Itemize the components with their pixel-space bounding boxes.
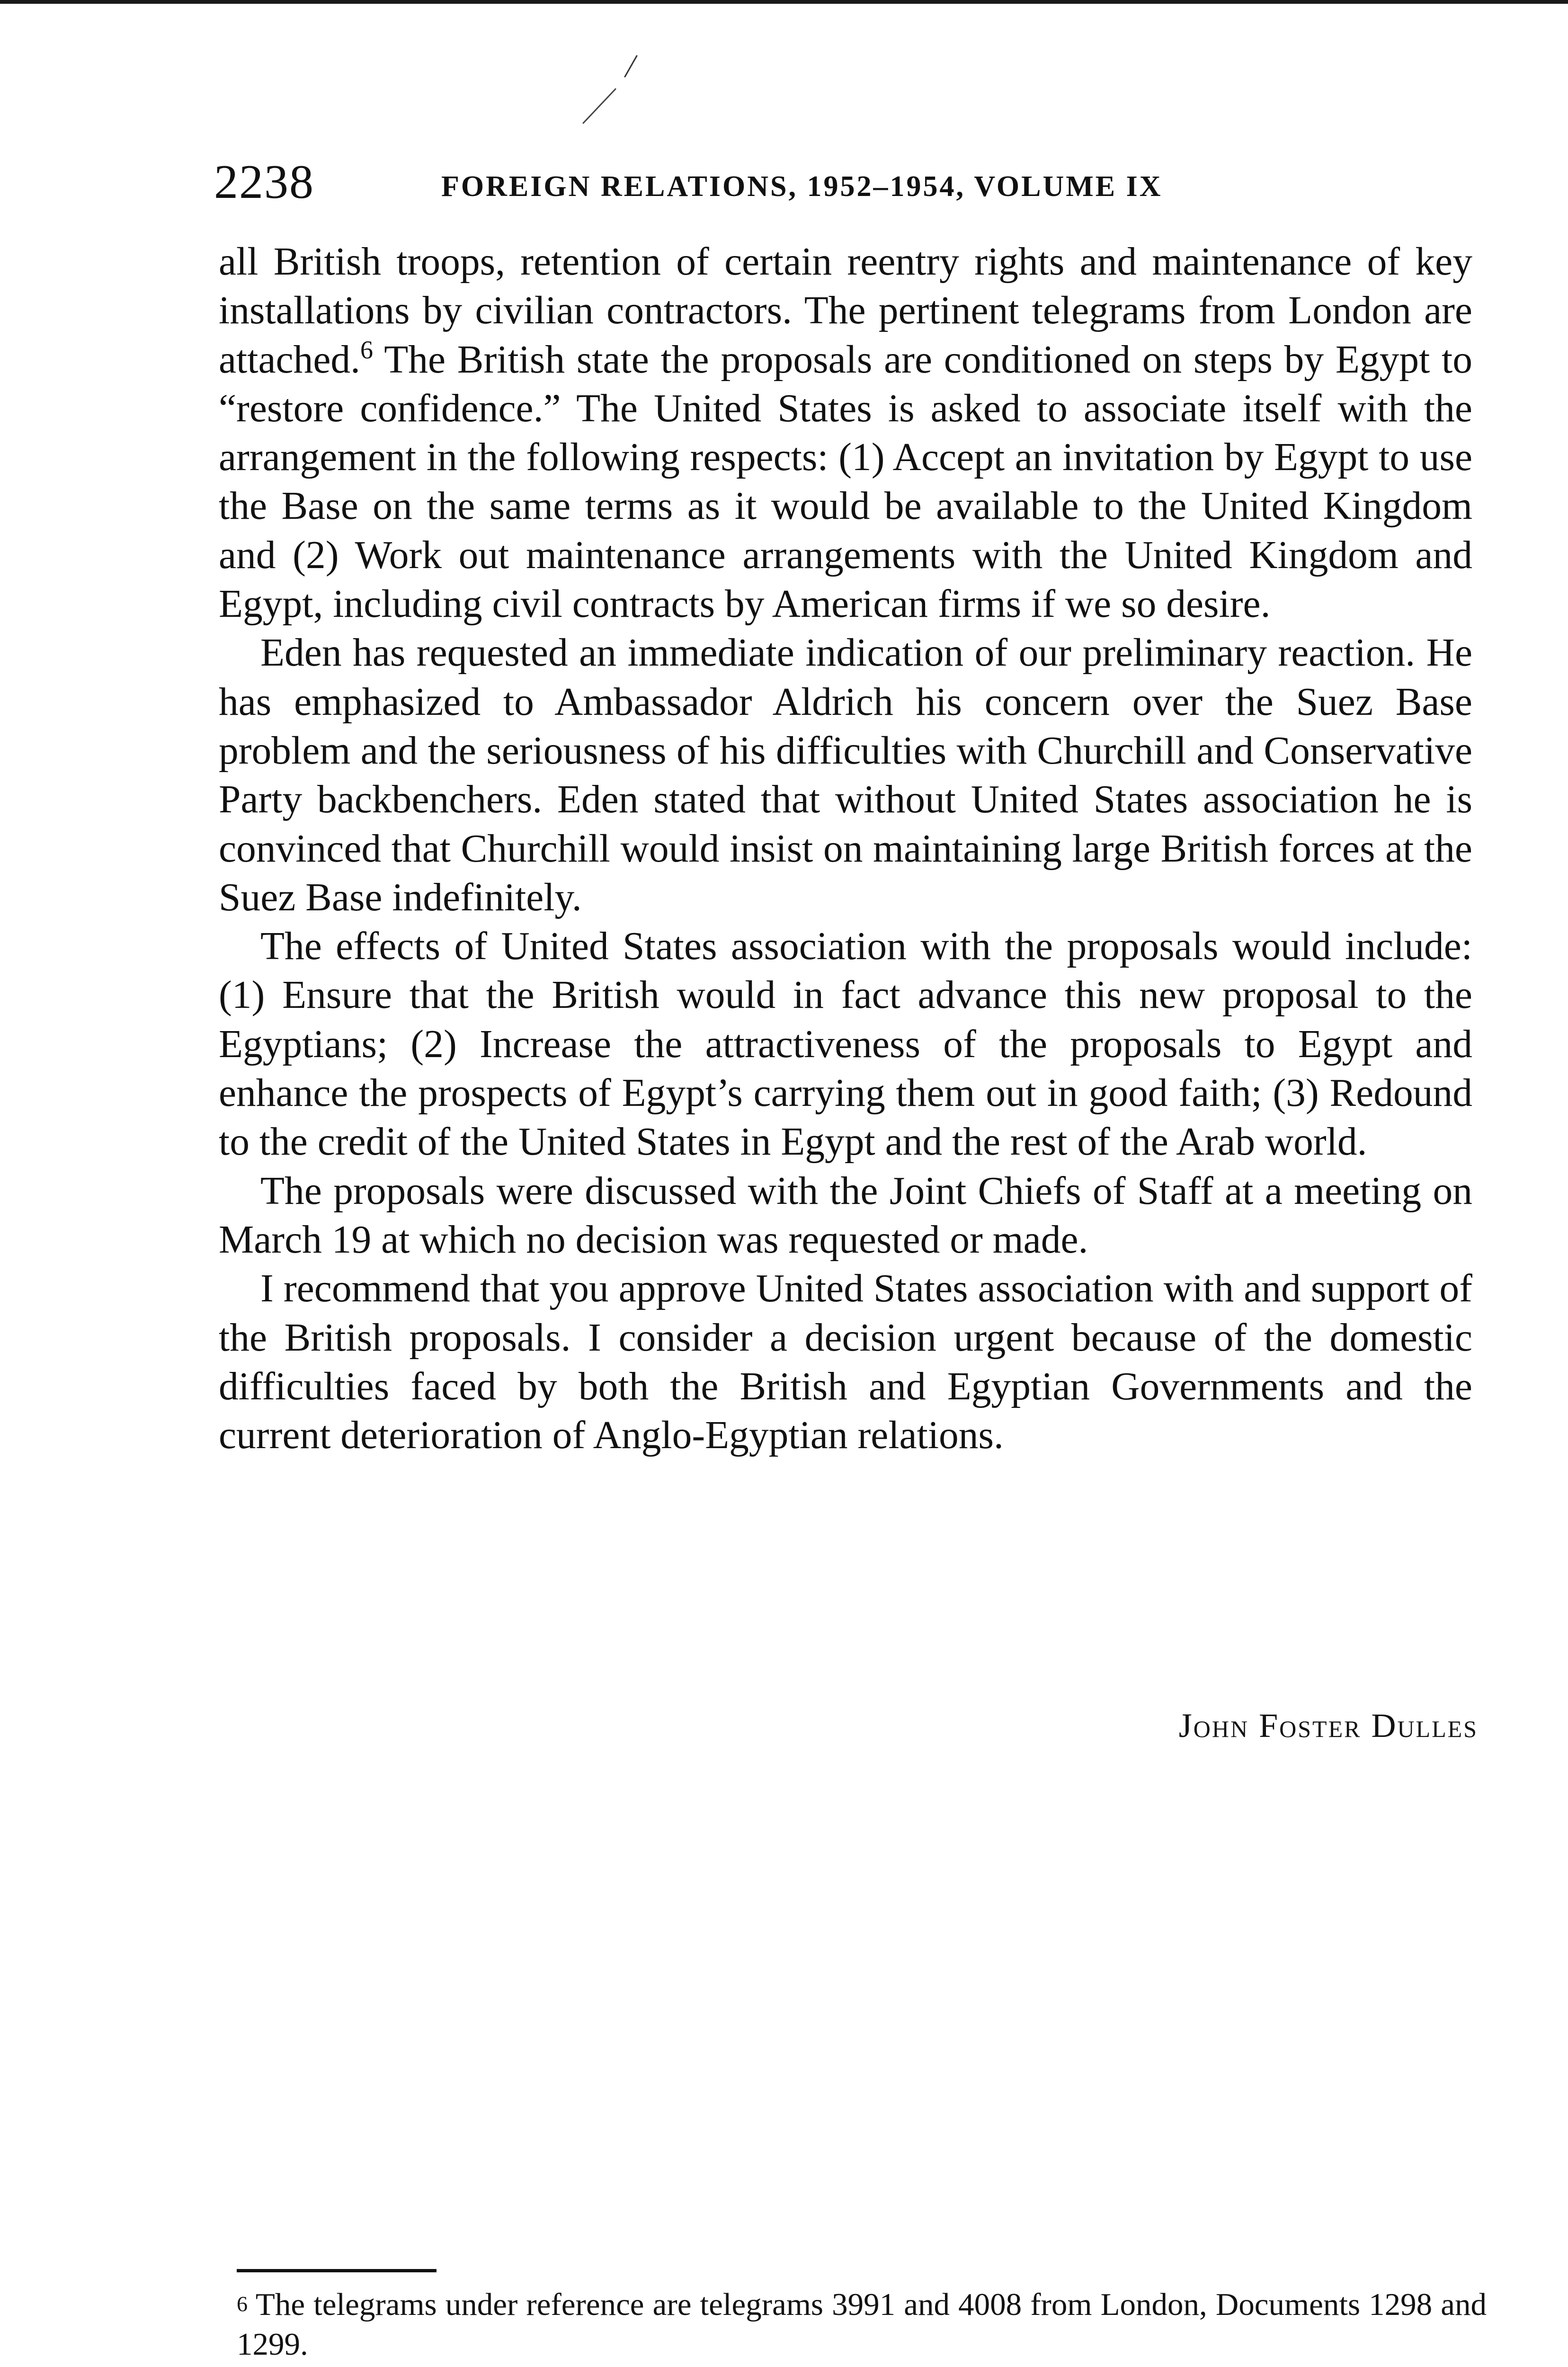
footnote-number: 6: [237, 2292, 248, 2316]
scan-top-edge: [0, 0, 1568, 4]
footnote-divider: [237, 2269, 437, 2272]
paragraph-4: The proposals were discussed with the Joint Chiefs of Staff at a meeting on March 19 at which no decision was requested or made.: [219, 1169, 1472, 1262]
paragraph-3: The effects of United States association with the proposals would include: (1) Ensure that the British would in fact advance this new proposal to the Egyptians; (2) Increase the attractiveness of the proposals to Egypt and enhance the prospects of Egypt’s carrying them out in good faith; (3) Redound to the credit of the United States in Egypt and the rest of the Arab world.: [219, 925, 1472, 1164]
footnote-text: The telegrams under reference are telegrams 3991 and 4008 from London, Documents 1298 and 1299.: [237, 2287, 1487, 2362]
running-header: [214, 156, 1473, 208]
page-number: 2238: [214, 155, 314, 209]
paragraph-5: I recommend that you approve United States association with and support of the British proposals. I consider a decision urgent because of the domestic difficulties faced by both the British and Egyptian Governments and the current deterioration of Anglo-Egyptian relations.: [219, 1267, 1472, 1458]
body-text: [219, 238, 1472, 1460]
running-header-title: FOREIGN RELATIONS, 1952–1954, VOLUME IX: [441, 170, 1163, 203]
footnote-reference: 6: [360, 335, 374, 364]
signature: John Foster Dulles: [1178, 1707, 1478, 1744]
handwritten-slash-mark: [559, 52, 644, 128]
paragraph-1: [219, 238, 1472, 629]
paragraph-1-part-a: all British troops, retention of certain reentry rights and maintenance of key installations by civilian contractors. The pertinent telegrams from London are attached.: [219, 240, 1472, 382]
footnote: [237, 2284, 1487, 2364]
paragraph-2: Eden has requested an immediate indication of our preliminary reaction. He has emphasized to Ambassador Aldrich his concern over the Suez Base problem and the seriousness of his difficulties with Churchill and Conservative Party backbenchers. Eden stated that without United States association he is convinced that Churchill would insist on maintaining large British forces at the Suez Base indefinitely.: [219, 631, 1472, 919]
paragraph-1-part-b: The British state the proposals are conditioned on steps by Egypt to “restore confidence.” The United States is asked to associate itself with the arrangement in the following respects: (1) Accept an invitation by Egypt to use the Base on the same terms as it would be available to the United Kingdom and (2) Work out maintenance arrangements with the United Kingdom and Egypt, including civil contracts by American firms if we so desire.: [219, 338, 1472, 626]
